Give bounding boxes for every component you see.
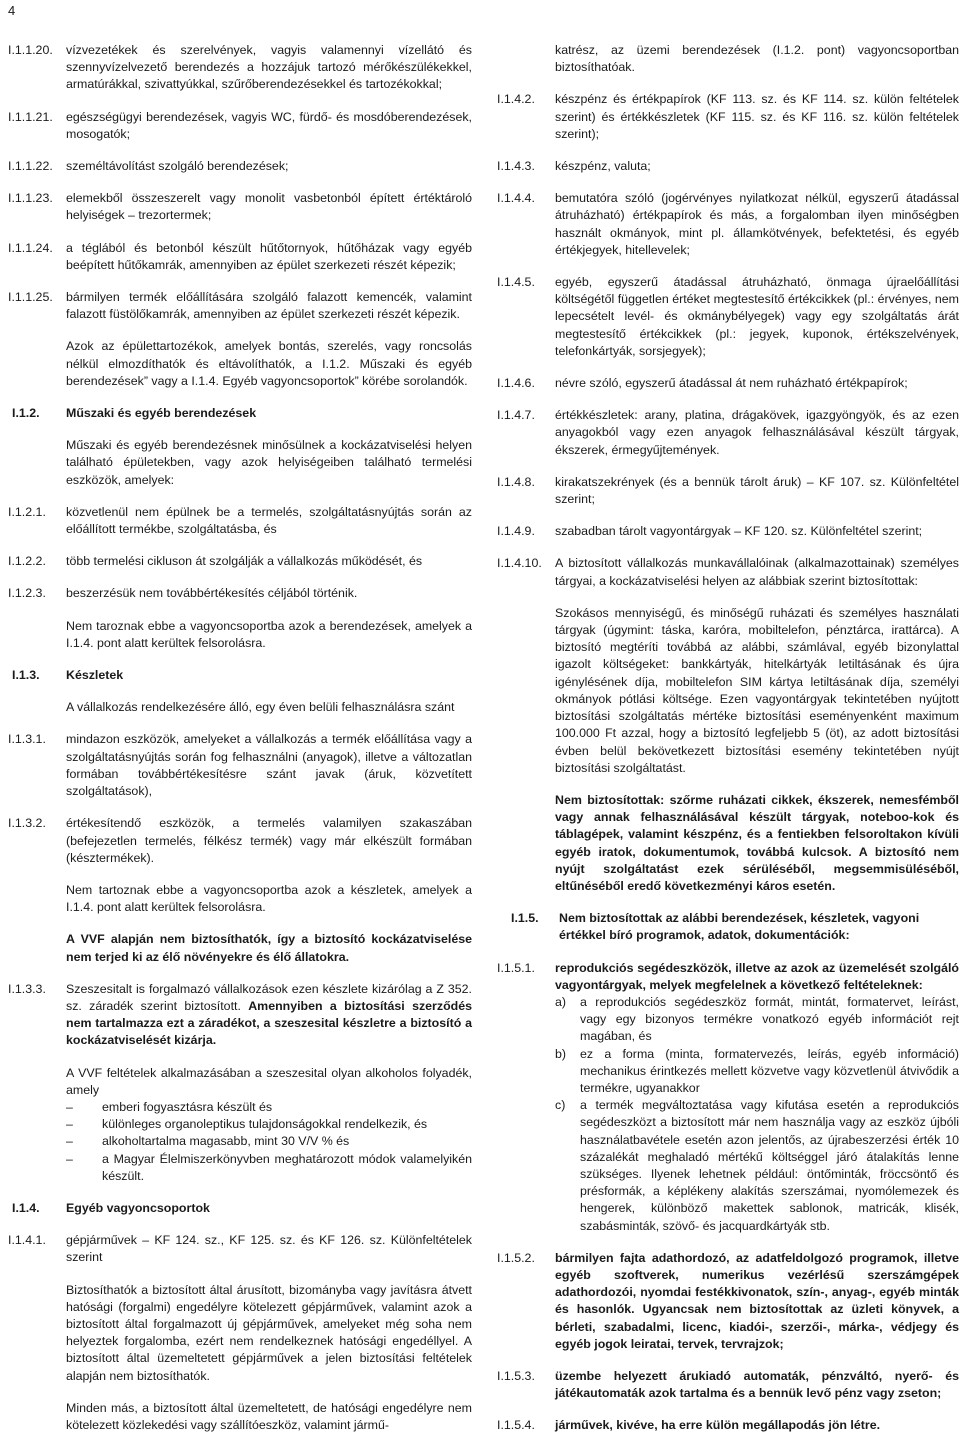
- item-text: a téglából és betonból készült hűtőtornyok, hűtőházak vagy egyéb beépített hűtőkamrák, amennyiben az épület szerkezeti részét képezik;: [66, 240, 472, 272]
- sub-list-text: a reprodukciós segédeszköz formát, mintát, formatervet, leírást, vagy egy bizonyos termékre vonatkozó egyéb információt rejt magában, és: [580, 994, 959, 1044]
- szeszital-block: [8, 1065, 472, 1185]
- list-item: [8, 731, 472, 800]
- item-body: [555, 960, 959, 1235]
- dash-list-item: [66, 1133, 472, 1150]
- dash-list-text: emberi fogyasztásra készült és: [102, 1099, 273, 1114]
- section-number: I.1.5.: [511, 911, 539, 926]
- item-number: I.1.3.1.: [8, 732, 46, 747]
- list-item: [8, 109, 472, 143]
- item-number: I.1.3.2.: [8, 816, 46, 831]
- item-text: üzembe helyezett árukiadó automaták, pénzváltó, nyerő- és játékautomaták azok tartalma és a bennük levő pénz vagy zseton;: [555, 1369, 959, 1401]
- item-text: személtávolítást szolgáló berendezések;: [66, 159, 289, 174]
- item-text: egyéb, egyszerű átadással átruházható, önmaga újraelőállítási költségétől független értéket megtestesítő értékcikkek (pl.: érvényes, nem lepecsételt levél- és okmánybélyegek) vagy egy szolgáltatás árát megtestesítő értékcikkek (pl.: jegyek, kuponok, értékszelvények, telefonkártyák, sorsjegyek);: [555, 275, 959, 358]
- item-text: értékkészletek: arany, platina, drágakövek, igazgyöngyök, és az ezen anyagokból vagy ezen anyagok felhasználásával készült tárgyak, ékszerek, érmegyűjtemények.: [555, 408, 959, 457]
- item-text: egészségügyi berendezések, vagyis WC, fürdő- és mosdóberendezések, mosogatók;: [66, 109, 472, 141]
- list-item: [8, 815, 472, 867]
- paragraph-vvf-exclusion: A VVF alapján nem biztosíthatók, így a biztosító kockázatviselése nem terjed ki az élő növényekre és élő állatokra.: [66, 932, 472, 964]
- list-item: [8, 240, 472, 274]
- list-item: [497, 91, 959, 143]
- dash-list: [66, 1099, 472, 1185]
- sub-list-label: a): [555, 994, 567, 1009]
- list-item: [497, 555, 959, 589]
- item-number: I.1.4.2.: [497, 92, 535, 107]
- item-text: névre szóló, egyszerű átadással át nem ruházható értékpapírok;: [555, 376, 908, 391]
- item-number: I.1.1.22.: [8, 159, 53, 174]
- item-number: I.1.5.3.: [497, 1369, 535, 1383]
- item-number: I.1.2.2.: [8, 554, 46, 569]
- list-item: [8, 190, 472, 224]
- dash-bullet: –: [66, 1117, 73, 1132]
- item-number: I.1.5.4.: [497, 1418, 535, 1433]
- paragraph-szokasos: Szokásos mennyiségű, és minőségű ruházati és személyes használati tárgyak (úgymint: táska, karóra, mobiltelefon, pénztárca, irattárca). A biztosító megtéríti továbbá az alábbi, számlával, egyéb bizonylattal igazolt költségeket: bankkártyák, hitelkártyák letiltásának és újra igénylésének díja, mobiltelefon SIM kártya letiltásának díja, személyi okmányok pótlási költsége. Ezen vagyontárgyak tekintetében nyújtott biztosítási szolgáltatás mértéke biztosítási eseményenként maximum 100.000 Ft azzal, hogy a biztosító legfeljebb 5 (öt), az adott biztosítási évben belül bekövetkezett biztosítási esemény tekintetében nyújt biztosítási szolgáltatást.: [555, 605, 959, 775]
- item-number: I.1.4.8.: [497, 474, 535, 489]
- list-item: [8, 42, 472, 94]
- list-item: [497, 523, 959, 540]
- item-text: több termelési cikluson át szolgálják a vállalkozás működését, és: [66, 554, 423, 569]
- item-number: I.1.5.1.: [497, 960, 535, 975]
- right-column: [497, 42, 959, 1450]
- items-group-a: [8, 42, 472, 323]
- section-heading-114: [8, 1200, 472, 1217]
- sub-list-text: ez a forma (minta, formatervezés, leírás, egyéb információ) mechanikus érintkezés mellett közvetve vagy közvetlenül átvivődik a termékre, ugyanakkor: [580, 1046, 959, 1095]
- list-item: [497, 274, 959, 360]
- list-item: [8, 158, 472, 175]
- section-title: Készletek: [66, 668, 124, 683]
- item-number: I.1.4.5.: [497, 275, 535, 290]
- list-item-151: [497, 960, 959, 1235]
- list-item: [497, 158, 959, 175]
- item-number: I.1.1.21.: [8, 109, 53, 124]
- paragraph-katresz: katrész, az üzemi berendezések (I.1.2. pont) vagyoncsoportban biztosíthatóak.: [555, 43, 959, 75]
- sub-list-item: [555, 1097, 959, 1235]
- list-item: [497, 474, 959, 508]
- list-item: [497, 190, 959, 259]
- item-number: I.1.1.24.: [8, 240, 53, 255]
- paragraph-keszletek: A vállalkozás rendelkezésére álló, egy éven belüli felhasználásra szánt: [66, 700, 455, 715]
- item-number: I.1.4.3.: [497, 159, 535, 174]
- item-text: értékesítendő eszközök, a termelés valamilyen szakaszában (befejezetlen termelés, félkész termék) vagy már elkészült formában (késztermékek).: [66, 816, 472, 865]
- dash-list-text: alkoholtartalma magasabb, mint 30 V/V % és: [102, 1134, 350, 1149]
- item-text: A biztosított vállalkozás munkavállalóinak (alkalmazottainak) személyes tárgyai, a kockázatviselési helyen az alábbiak szerint biztosítottak:: [555, 556, 959, 588]
- item-text: reprodukciós segédeszközök, illetve az azok az üzemelését szolgáló vagyontárgyak, melyek megfelelnek a következő feltételeknek:: [555, 960, 959, 992]
- dash-list-text: különleges organoleptikus tulajdonságokkal rendelkezik, és: [102, 1117, 428, 1132]
- item-text: vízvezetékek és szerelvények, vagyis valamennyi vízellátó és szennyvízelvezető berendezés a hozzájuk tartozó mérőkészülékekkel, armatúrákkal, szivattyúkkal, szűrőberendezésekkel és tartozékokkal;: [66, 43, 472, 92]
- section-number: I.1.3.: [12, 668, 40, 683]
- item-text: készpénz és értékpapírok (KF 113. sz. és KF 114. sz. külön feltételek szerint) és értékkészletek (KF 115. sz. és KF 116. sz. külön feltételek szerint);: [555, 92, 959, 141]
- dash-list-item: [66, 1151, 472, 1185]
- paragraph-muszaki: Műszaki és egyéb berendezésnek minősülnek a kockázatviselési helyen található épületekben, vagy azok helyiségeiben található termelési eszközök, amelyek:: [66, 438, 472, 487]
- sub-list-item: [555, 994, 959, 1046]
- item-text: bemutatóra szóló (jogérvényes nyilatkozat nélkül, egyszerű átadással átruházható) értékpapírok és más, a forgalomban ilyen minőségben használt okmányok, mint pl. államkötvények, befektetési, és egyéb értékjegyek, hitellevelek;: [555, 191, 959, 257]
- item-text: [66, 981, 472, 1050]
- item-text: gépjárművek – KF 124. sz., KF 125. sz. és KF 126. sz. Különfeltételek szerint: [66, 1233, 472, 1265]
- sub-list-text: a termék megváltoztatása vagy kifutása esetén a reprodukciós segédeszközt a biztosított már nem használja vagy az eszköz újbóli használatbavétele esetén azon jelentős, az újrabeszerzési érték 10 százalékát meghaladó mértékű költséggel járó átalakítás lenne szükséges. Ilyenek lehetnek például: öntőminták, fröccsöntő és présformák, a képlékeny alakítás szerszámai, nyomólemezek és hengerek, különböző makettek sablonok, matricák, klisék, szabásminták, szövő- és jacquardkártyák stb.: [580, 1098, 959, 1233]
- paragraph-nem-taroznak: Nem taroznak ebbe a vagyoncsoportba azok a berendezések, amelyek a I.1.4. pont alatt kerültek felsorolásra.: [66, 618, 472, 650]
- section-title: Műszaki és egyéb berendezések: [66, 406, 257, 421]
- item-text-regular: Szeszesitalt is forgalmazó vállalkozások ezen készlete kizárólag a Z 352. sz. záradék szerint biztosított.: [66, 981, 472, 1013]
- sub-list-label: c): [555, 1098, 566, 1113]
- dash-bullet: –: [66, 1151, 73, 1166]
- item-text: szabadban tárolt vagyontárgyak – KF 120. sz. Különfeltétel szerint;: [555, 524, 923, 539]
- section-heading-115: [497, 910, 959, 944]
- list-item: [8, 585, 472, 602]
- item-text: bármilyen fajta adathordozó, az adatfeldolgozó programok, illetve egyéb szoftverek, numerikus vezérlésű szerszámgépek adathordozói, nyomdai festékkivonatok, szín-, anyag-, egyéb minták és hasonlók. Ugyancsak nem biztosítottak az üzleti könyvek, a bérleti, szabadalmi, licenc, kiadói-, szerzői-, márka-, védjegy és egyéb jogok leiratai, tervek, tervrajzok;: [555, 1250, 959, 1351]
- paragraph-szeszital: A VVF feltételek alkalmazásában a szeszesital olyan alkoholos folyadék, amely: [66, 1065, 472, 1097]
- dash-list-item: [66, 1099, 472, 1116]
- list-item-133: [8, 981, 472, 1050]
- item-number: I.1.3.3.: [8, 981, 46, 996]
- list-item: [8, 1232, 472, 1266]
- dash-bullet: –: [66, 1134, 73, 1149]
- list-item: [8, 553, 472, 570]
- section-title: Egyéb vagyoncsoportok: [66, 1200, 210, 1215]
- item-number: I.1.2.1.: [8, 504, 46, 519]
- paragraph-minden-mas: Minden más, a biztosított által üzemeltetett, de hatósági engedélyre nem kötelezett közlekedési vagy szállítóeszköz, valamint jármű-: [66, 1400, 472, 1432]
- item-text-bold: Amennyiben a biztosítási szerződés nem tartalmazza ezt a záradékot, a szeszesital készletre a biztosító a kockázatviselését kizárja.: [66, 998, 472, 1048]
- dash-list-item: [66, 1116, 472, 1133]
- item-number: I.1.4.10.: [497, 556, 542, 571]
- paragraph-biztosithatok: Biztosíthatók a biztosított által árusított, bizományba vagy javításra átvett hatósági (forgalmi) engedélyre kötelezett gépjárművek, valamint azok a biztosított által forgalmazott új gépjárművek, amelyeket még soha nem helyeztek forgalomba, ezért nem rendelkeznek hatósági engedéllyel. A biztosított által üzemeltetett gépjárművek a jelen biztosítási feltételek alapján nem biztosíthatók.: [66, 1282, 472, 1383]
- dash-list-text: a Magyar Élelmiszerkönyvben meghatározott módok valamelyikén készült.: [102, 1151, 472, 1183]
- item-number: I.1.4.7.: [497, 408, 535, 423]
- item-text: bármilyen termék előállítására szolgáló falazott kemencék, valamint falazott füstölőkamrák, amennyiben az épület szerkezeti részét képezik.: [66, 290, 472, 322]
- list-item: [8, 289, 472, 323]
- left-column: [8, 42, 472, 1449]
- paragraph-nem-tartoznak: Nem tartoznak ebbe a vagyoncsoportba azok a készletek, amelyek a I.1.4. pont alatt kerültek felsorolásra.: [66, 882, 472, 915]
- item-text: közvetlenül nem épülnek be a termelés, szolgáltatásnyújtás során az előállított termékbe, szolgáltatásba, és: [66, 504, 472, 537]
- section-heading-112: [8, 405, 472, 422]
- list-item: [497, 1250, 959, 1353]
- sub-list-label: b): [555, 1046, 567, 1061]
- item-number: I.1.2.3.: [8, 586, 46, 601]
- list-item: [497, 1368, 959, 1402]
- section-number: I.1.2.: [12, 406, 40, 421]
- list-item: [8, 504, 472, 538]
- item-text: beszerzésük nem továbbértékesítés céljából történik.: [66, 586, 358, 601]
- list-item: [497, 1417, 959, 1434]
- item-text: járművek, kivéve, ha erre külön megállapodás jön létre.: [555, 1418, 881, 1433]
- item-number: I.1.1.25.: [8, 290, 53, 305]
- section-title: Nem biztosítottak az alábbi berendezések, készletek, vagyoni értékkel bíró programok, adatok, dokumentációk:: [559, 911, 920, 943]
- item-number: I.1.4.9.: [497, 524, 535, 539]
- list-item: [497, 375, 959, 392]
- item-text: elemekből összeszerelt vagy monolit vasbetonból épített értéktároló helyiségek – trezortermek;: [66, 191, 472, 223]
- item-number: I.1.4.4.: [497, 191, 535, 206]
- item-text: készpénz, valuta;: [555, 159, 651, 174]
- paragraph-epulettartozekok: Azok az épülettartozékok, amelyek bontás, szerelés, vagy roncsolás nélkül elmozdíthatók és eltávolíthatók, a I.1.2. Műszaki és egyéb berendezések” vagy a I.1.4. Egyéb vagyoncsoportok” körébe sorolandók.: [66, 339, 472, 388]
- item-number: I.1.4.1.: [8, 1233, 46, 1248]
- item-number: I.1.4.6.: [497, 376, 535, 391]
- page-number: 4: [8, 3, 16, 18]
- item-number: I.1.1.20.: [8, 43, 53, 57]
- item-number: I.1.5.2.: [497, 1250, 535, 1265]
- dash-bullet: –: [66, 1099, 73, 1114]
- section-number: I.1.4.: [12, 1200, 40, 1215]
- sub-list-item: [555, 1046, 959, 1098]
- item-number: I.1.1.23.: [8, 191, 53, 206]
- item-text: kirakatszekrények (és a bennük tárolt áruk) – KF 107. sz. Különfeltétel szerint;: [555, 474, 959, 507]
- paragraph-nem-biztositottak: Nem biztosítottak: szőrme ruházati cikkek, ékszerek, nemesfémből vagy annak felhasználásával készült tárgyak, noteboo-kok és táblagépek, valamint készpénz, és a fentiekben felsoroltakon kívüli egyéb iratok, dokumentumok, továbbá kulcsok. A biztosító nem nyújt szolgáltatást ezek sérüléséből, megsemmisüléséből, eltűnéséből eredő következményi káros esetén.: [555, 792, 959, 893]
- list-item: [497, 407, 959, 459]
- section-heading-113: [8, 667, 472, 684]
- item-text: mindazon eszközök, amelyeket a vállalkozás a termék előállítása vagy a szolgáltatásnyújtás során fog felhasználni (anyagok), illetve a változatlan formában továbbértékesítésre szánt javak (áruk, közvetített szolgáltatások),: [66, 732, 472, 799]
